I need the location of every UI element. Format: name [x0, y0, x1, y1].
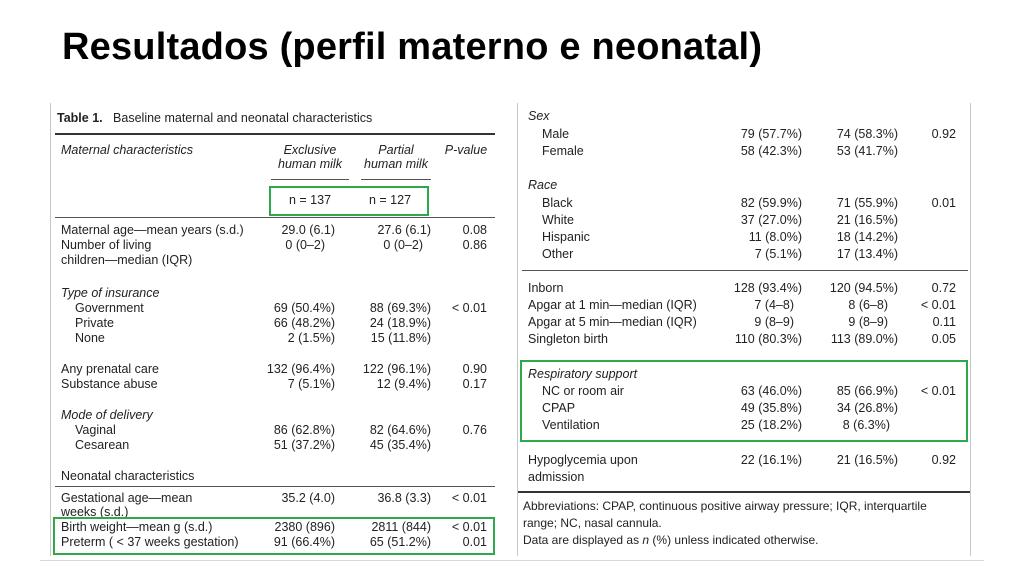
cell-part: 15 (11.8%) [370, 331, 431, 345]
cell-excl: 7 (5.1%) [754, 247, 802, 261]
row-label: Singleton birth [528, 332, 608, 346]
cell-p: 0.01 [931, 196, 956, 210]
cell-p: < 0.01 [920, 298, 956, 312]
cell-p: 0.08 [462, 223, 487, 237]
row-label: Apgar at 5 min—median (IQR) [528, 315, 697, 329]
row-label: Black [542, 196, 573, 210]
cell-excl: 49 (35.8%) [740, 401, 802, 415]
slide-title: Resultados (perfil materno e neonatal) [62, 26, 763, 68]
cell-part: 45 (35.4%) [369, 438, 431, 452]
row-label: CPAP [542, 401, 576, 415]
row-label: Hispanic [542, 230, 590, 244]
cell-excl: 29.0 (6.1) [281, 223, 335, 237]
footnote-line-1: Abbreviations: CPAP, continuous positive airway pressure; IQR, interquartile [523, 499, 927, 513]
cell-excl: 63 (46.0%) [740, 384, 802, 398]
cell-p: 0.05 [931, 332, 956, 346]
section-heading: Neonatal characteristics [61, 469, 195, 483]
rule-part [361, 179, 431, 180]
cell-part: 53 (41.7%) [836, 144, 898, 158]
table-left-panel [50, 103, 497, 556]
cell-part: 27.6 (6.1) [377, 223, 431, 237]
cell-excl: 128 (93.4%) [733, 281, 802, 295]
cell-excl: 11 (8.0%) [748, 230, 802, 244]
row-label: Other [542, 247, 574, 261]
header-partial-1: Partial [378, 143, 414, 157]
cell-p: 0.92 [931, 453, 956, 467]
cell-part: 36.8 (3.3) [377, 491, 431, 505]
row-label: Cesarean [75, 438, 130, 452]
cell-excl: 7 (5.1%) [287, 377, 335, 391]
header-exclusive-2: human milk [278, 157, 342, 171]
header-exclusive-1: Exclusive [283, 143, 337, 157]
row-label: Vaginal [75, 423, 116, 437]
cell-p: < 0.01 [451, 520, 487, 534]
cell-part: 9 (8–9) [848, 315, 888, 329]
cell-excl: 22 (16.1%) [740, 453, 802, 467]
cell-excl: 91 (66.4%) [273, 535, 335, 549]
cell-part: 120 (94.5%) [829, 281, 898, 295]
row-label: White [542, 213, 574, 227]
cell-part: 12 (9.4%) [376, 377, 431, 391]
row-label: weeks (s.d.) [61, 505, 129, 519]
cell-part: 85 (66.9%) [836, 384, 898, 398]
cell-p: < 0.01 [451, 301, 487, 315]
table-caption [57, 111, 372, 126]
cell-p: 0.17 [462, 377, 487, 391]
row-label: Preterm ( < 37 weeks gestation) [61, 535, 239, 549]
row-label: None [75, 331, 105, 345]
cell-part: 71 (55.9%) [836, 196, 898, 210]
header-maternal: Maternal characteristics [61, 143, 193, 157]
cell-excl: 35.2 (4.0) [281, 491, 335, 505]
row-label: Inborn [528, 281, 564, 295]
cell-excl: 110 (80.3%) [734, 332, 802, 346]
table-title: Baseline maternal and neonatal characteristics [113, 111, 373, 125]
cell-part: 122 (96.1%) [362, 362, 431, 376]
cell-p: 0.72 [931, 281, 956, 295]
cell-excl: 25 (18.2%) [740, 418, 802, 432]
group-heading: Sex [528, 109, 550, 123]
cell-part: 21 (16.5%) [836, 213, 898, 227]
cell-excl: 37 (27.0%) [740, 213, 802, 227]
cell-part: 8 (6.3%) [842, 418, 890, 432]
row-label: Apgar at 1 min—median (IQR) [528, 298, 697, 312]
divider [40, 560, 984, 561]
row-label: Maternal age—mean years (s.d.) [61, 223, 244, 237]
rule-top [55, 133, 495, 135]
rule-neonatal [55, 486, 495, 487]
group-heading: Mode of delivery [61, 408, 153, 422]
rule-header-bottom [55, 217, 495, 218]
row-label: Any prenatal care [61, 362, 159, 376]
header-partial-2: human milk [364, 157, 428, 171]
cell-part: 113 (89.0%) [830, 332, 898, 346]
cell-p: 0.86 [462, 238, 487, 252]
row-label: Ventilation [542, 418, 600, 432]
cell-part: 21 (16.5%) [836, 453, 898, 467]
row-label: Number of living [61, 238, 152, 252]
cell-excl: 2380 (896) [274, 520, 335, 534]
cell-excl: 82 (59.9%) [740, 196, 802, 210]
cell-part: 88 (69.3%) [369, 301, 431, 315]
n-exclusive: n = 137 [288, 193, 332, 207]
footnote-text: (%) unless indicated otherwise. [649, 533, 819, 547]
cell-part: 8 (6–8) [848, 298, 888, 312]
cell-p: 0.90 [462, 362, 487, 376]
cell-excl: 7 (4–8) [754, 298, 794, 312]
row-label: Female [542, 144, 584, 158]
cell-p: 0.01 [462, 535, 487, 549]
cell-part: 82 (64.6%) [369, 423, 431, 437]
row-label: Male [542, 127, 570, 141]
rule-bottom [518, 491, 970, 493]
footnote-text: Data are displayed as [523, 533, 643, 547]
row-label: Substance abuse [61, 377, 158, 391]
table-label: Table 1. [57, 111, 103, 125]
row-label: Private [75, 316, 114, 330]
cell-excl: 66 (48.2%) [273, 316, 335, 330]
cell-excl: 86 (62.8%) [273, 423, 335, 437]
cell-part: 2811 (844) [371, 520, 431, 534]
rule-race [522, 270, 968, 271]
cell-part: 24 (18.9%) [369, 316, 431, 330]
n-partial: n = 127 [368, 193, 412, 207]
cell-excl: 79 (57.7%) [740, 127, 802, 141]
group-heading: Race [528, 178, 558, 192]
cell-p: < 0.01 [451, 491, 487, 505]
cell-excl: 69 (50.4%) [273, 301, 335, 315]
footnote-n: n [642, 533, 650, 547]
row-label: Birth weight—mean g (s.d.) [61, 520, 213, 534]
group-heading: Respiratory support [528, 367, 638, 381]
cell-p: 0.76 [462, 423, 487, 437]
row-label: Gestational age—mean [61, 491, 193, 505]
cell-excl: 0 (0–2) [285, 238, 325, 252]
cell-part: 65 (51.2%) [369, 535, 431, 549]
header-pvalue: P-value [444, 143, 488, 157]
cell-part: 18 (14.2%) [836, 230, 898, 244]
cell-part: 17 (13.4%) [836, 247, 898, 261]
cell-p: 0.92 [931, 127, 956, 141]
cell-excl: 9 (8–9) [754, 315, 794, 329]
cell-part: 34 (26.8%) [836, 401, 898, 415]
cell-p: 0.11 [932, 315, 956, 329]
cell-excl: 132 (96.4%) [266, 362, 335, 376]
cell-part: 74 (58.3%) [836, 127, 898, 141]
rule-excl [271, 179, 349, 180]
row-label: children—median (IQR) [61, 253, 193, 267]
cell-excl: 2 (1.5%) [287, 331, 335, 345]
group-heading: Type of insurance [61, 286, 160, 300]
cell-p: < 0.01 [920, 384, 956, 398]
row-label: admission [528, 470, 585, 484]
cell-excl: 51 (37.2%) [273, 438, 335, 452]
cell-excl: 58 (42.3%) [740, 144, 802, 158]
row-label: Hypoglycemia upon [528, 453, 638, 467]
footnote-line-3 [523, 533, 819, 548]
table-right-panel [517, 103, 971, 556]
footnote-line-2: range; NC, nasal cannula. [523, 516, 662, 530]
row-label: Government [75, 301, 144, 315]
cell-part: 0 (0–2) [383, 238, 423, 252]
row-label: NC or room air [542, 384, 624, 398]
